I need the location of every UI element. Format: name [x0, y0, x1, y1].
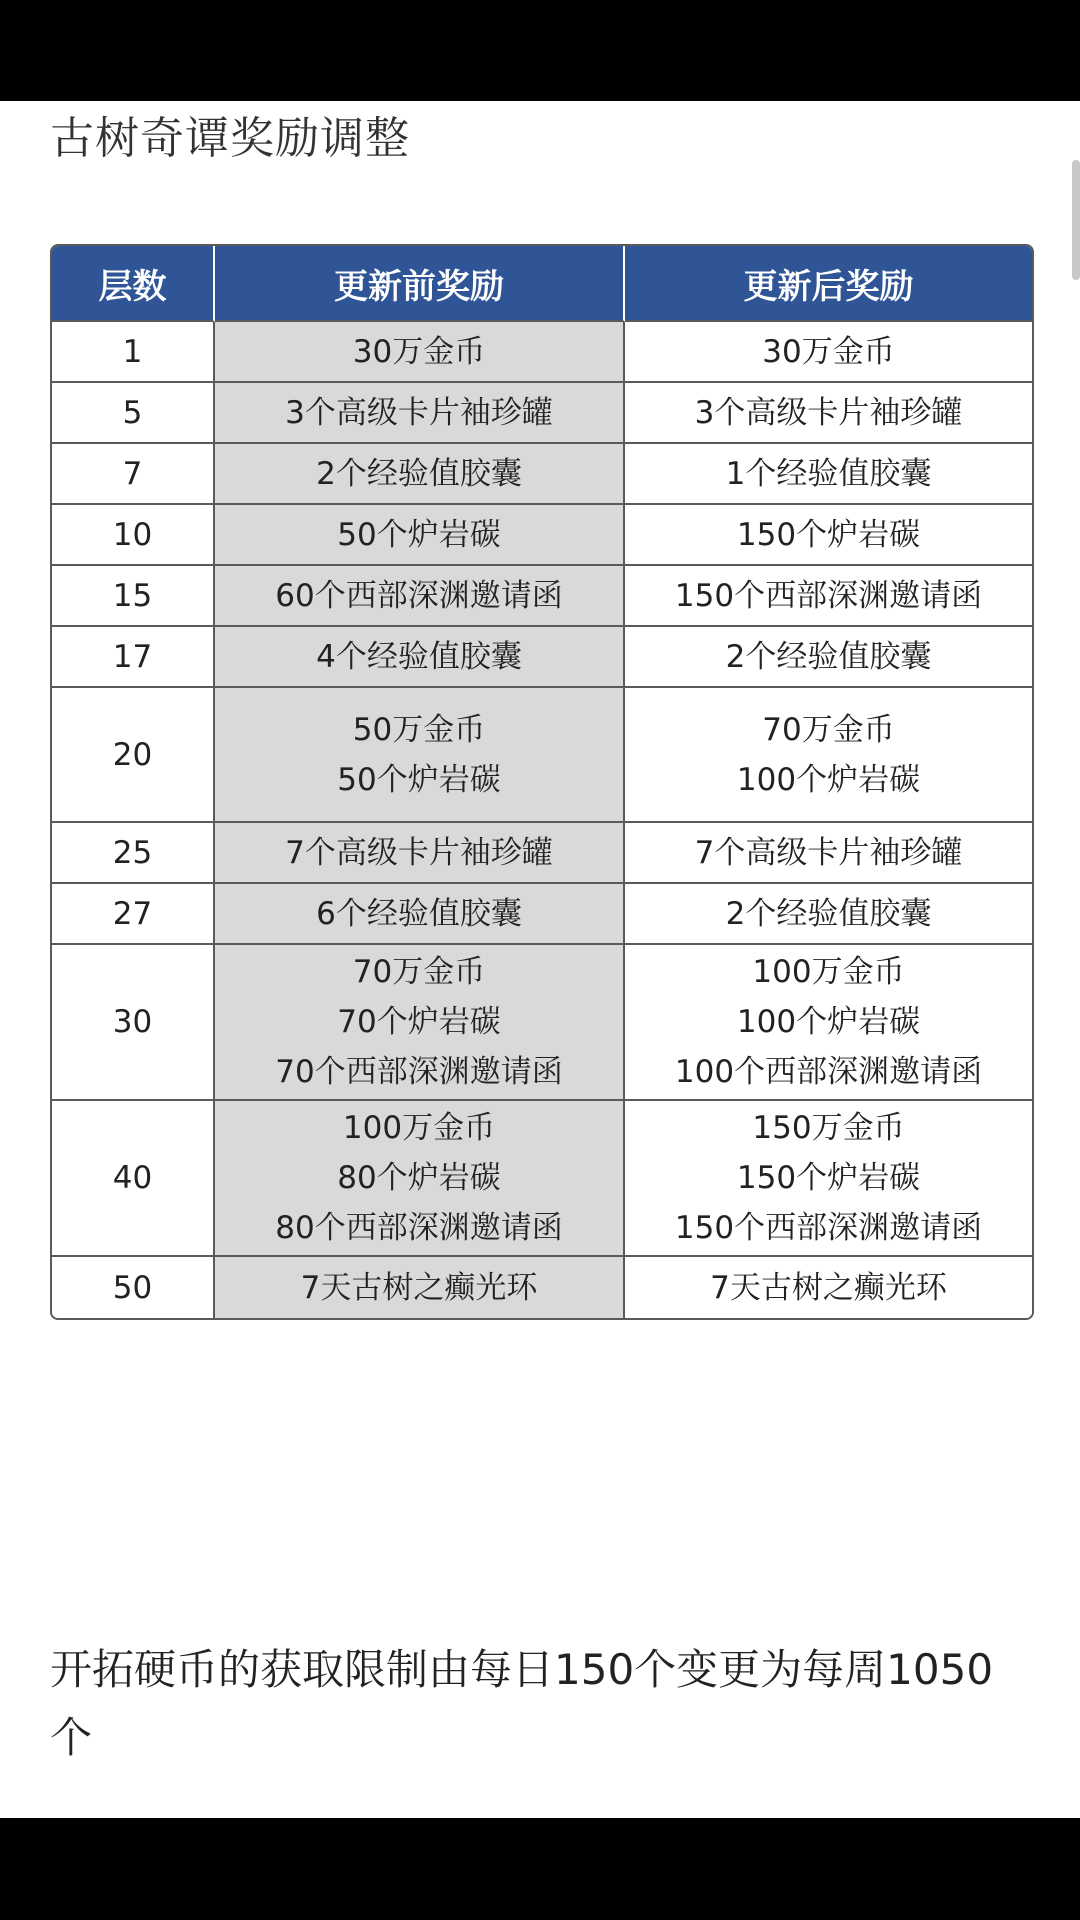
reward-line: 150个炉岩碳 — [736, 1160, 921, 1196]
reward-line: 60个西部深渊邀请函 — [275, 577, 563, 614]
layer-cell: 30 — [52, 945, 215, 1101]
before-reward-cell — [215, 884, 625, 945]
header-after: 更新后奖励 — [625, 246, 1032, 322]
before-reward-cell — [215, 383, 625, 444]
reward-line: 3个高级卡片袖珍罐 — [285, 394, 553, 431]
layer-cell: 17 — [52, 627, 215, 688]
after-reward-cell — [625, 505, 1032, 566]
reward-line: 70万金币 — [352, 954, 486, 990]
reward-line: 80个炉岩碳 — [337, 1160, 501, 1196]
before-reward-cell — [215, 688, 625, 823]
before-reward-cell — [215, 322, 625, 383]
reward-line: 50个炉岩碳 — [337, 516, 501, 553]
after-reward-cell — [625, 383, 1032, 444]
reward-line: 150个西部深渊邀请函 — [674, 1210, 983, 1246]
after-reward-cell — [625, 566, 1032, 627]
after-reward-cell — [625, 823, 1032, 884]
header-layer: 层数 — [52, 246, 215, 322]
reward-line: 150个炉岩碳 — [736, 516, 921, 553]
before-reward-cell — [215, 1257, 625, 1318]
after-reward-cell — [625, 884, 1032, 945]
footer-text: 开拓硬币的获取限制由每日150个变更为每周1050个 — [50, 1645, 994, 1762]
after-reward-cell — [625, 945, 1032, 1101]
reward-line: 70个炉岩碳 — [337, 1004, 501, 1040]
table-row — [52, 688, 1032, 823]
reward-line: 150个西部深渊邀请函 — [674, 577, 983, 614]
reward-line: 100个西部深渊邀请函 — [674, 1054, 983, 1090]
reward-line: 50个炉岩碳 — [337, 761, 501, 798]
layer-cell: 25 — [52, 823, 215, 884]
layer-cell: 10 — [52, 505, 215, 566]
reward-line: 1个经验值胶囊 — [725, 455, 932, 492]
reward-line: 100个炉岩碳 — [736, 1004, 921, 1040]
table-row — [52, 566, 1032, 627]
table-row — [52, 627, 1032, 688]
before-reward-cell — [215, 566, 625, 627]
reward-table — [50, 244, 1034, 1320]
after-reward-cell — [625, 688, 1032, 823]
table-body — [52, 322, 1032, 1318]
after-reward-cell — [625, 322, 1032, 383]
reward-line: 3个高级卡片袖珍罐 — [694, 394, 963, 431]
layer-cell: 7 — [52, 444, 215, 505]
reward-line: 70万金币 — [762, 711, 895, 748]
reward-line: 2个经验值胶囊 — [316, 455, 522, 492]
reward-line: 150万金币 — [752, 1110, 905, 1146]
table-row — [52, 945, 1032, 1101]
top-black-bar — [0, 0, 1080, 101]
reward-line: 100万金币 — [342, 1110, 496, 1146]
layer-cell: 20 — [52, 688, 215, 823]
reward-line: 100个炉岩碳 — [736, 761, 921, 798]
reward-line: 6个经验值胶囊 — [316, 895, 522, 932]
bottom-black-bar — [0, 1818, 1080, 1920]
layer-cell: 5 — [52, 383, 215, 444]
before-reward-cell — [215, 945, 625, 1101]
reward-line: 7个高级卡片袖珍罐 — [285, 834, 553, 871]
reward-line: 30万金币 — [762, 333, 895, 370]
table-row — [52, 1101, 1032, 1257]
reward-line: 7天古树之癫光环 — [300, 1269, 538, 1306]
before-reward-cell — [215, 627, 625, 688]
table-row — [52, 1257, 1032, 1318]
before-reward-cell — [215, 505, 625, 566]
after-reward-cell — [625, 1257, 1032, 1318]
layer-cell: 40 — [52, 1101, 215, 1257]
reward-line: 2个经验值胶囊 — [725, 638, 932, 675]
table-row — [52, 322, 1032, 383]
table-row — [52, 383, 1032, 444]
reward-line: 7个高级卡片袖珍罐 — [694, 834, 963, 871]
table-row — [52, 884, 1032, 945]
table-row — [52, 505, 1032, 566]
table-header-row — [52, 246, 1032, 322]
reward-line: 30万金币 — [352, 333, 486, 370]
reward-line: 50万金币 — [352, 711, 486, 748]
page-title: 古树奇谭奖励调整 — [50, 113, 410, 164]
scroll-indicator[interactable] — [1072, 160, 1080, 280]
reward-line: 7天古树之癫光环 — [710, 1269, 947, 1306]
reward-line: 2个经验值胶囊 — [725, 895, 932, 932]
layer-cell: 50 — [52, 1257, 215, 1318]
after-reward-cell — [625, 1101, 1032, 1257]
layer-cell: 27 — [52, 884, 215, 945]
before-reward-cell — [215, 444, 625, 505]
layer-cell: 15 — [52, 566, 215, 627]
reward-line: 100万金币 — [752, 954, 905, 990]
table-row — [52, 444, 1032, 505]
reward-line: 4个经验值胶囊 — [316, 638, 522, 675]
header-before: 更新前奖励 — [215, 246, 625, 322]
layer-cell: 1 — [52, 322, 215, 383]
after-reward-cell — [625, 627, 1032, 688]
table-row — [52, 823, 1032, 884]
before-reward-cell — [215, 823, 625, 884]
before-reward-cell — [215, 1101, 625, 1257]
reward-line: 80个西部深渊邀请函 — [275, 1210, 563, 1246]
reward-line: 70个西部深渊邀请函 — [275, 1054, 563, 1090]
after-reward-cell — [625, 444, 1032, 505]
